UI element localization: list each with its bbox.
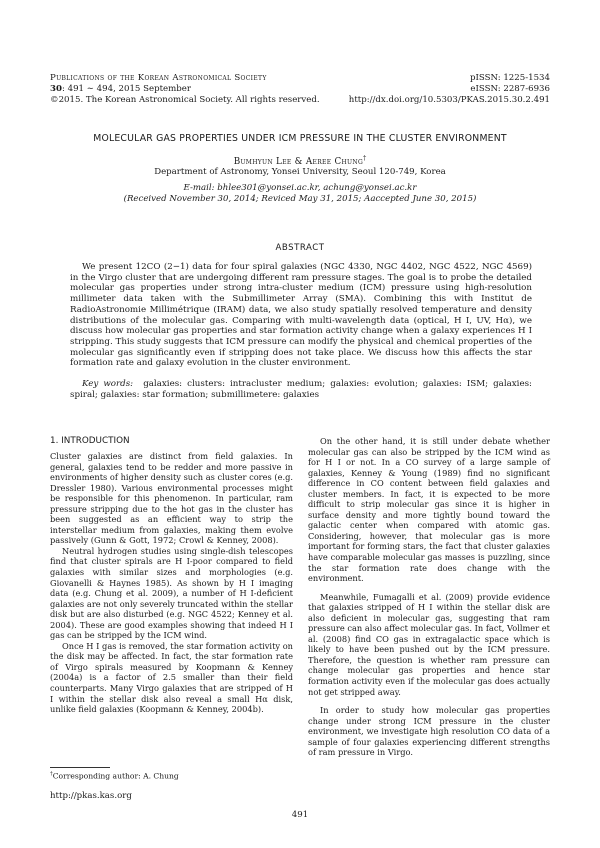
keywords-label: Key words: [82, 379, 134, 389]
email-line[interactable]: E-mail: bhlee301@yonsei.ac.kr, achung@yonsei.ac.kr [183, 183, 417, 193]
paragraph: Cluster galaxies are distinct from field galaxies. In general, galaxies tend to be redder and more passive in environments of higher density such as cluster cores (e.g. Dressler 1980). Various environmental processes might be responsible for this phenomenon. In particular, ram pressure stripping due to the hot gas in the cluster has been suggested as an efficient way to strip the interstellar medium from galaxies, making them evolve passively (Gunn & Gott, 1972; Crowl & Kenney, 2008). [50, 451, 293, 546]
doi-link[interactable]: http://dx.doi.org/10.5303/PKAS.2015.30.2.491 [348, 95, 550, 105]
keywords-text: galaxies: clusters: intracluster medium; galaxies: evolution; galaxies: ISM; galaxies: spiral; galaxies: star formation; submillimetere: galaxies [70, 379, 532, 400]
pissn: pISSN: 1225-1534 [469, 73, 550, 83]
abstract-heading: ABSTRACT [275, 243, 325, 253]
right-column [308, 436, 550, 758]
page-number: 491 [291, 810, 309, 820]
paper-title: MOLECULAR GAS PROPERTIES UNDER ICM PRESSURE IN THE CLUSTER ENVIRONMENT [93, 133, 507, 144]
paragraph: Once H I gas is removed, the star formation activity on the disk may be affected. In fact, the star formation rate of Virgo spirals measured by Koopmann & Kenney (2004a) is a factor of 2.5 smaller than their field counterparts. Many Virgo galaxies that are stripped of H I within the stellar disk also reveal a small Hα disk, unlike field galaxies (Koopmann & Kenney, 2004b). [50, 640, 293, 715]
journal-name: Publications of the Korean Astronomical Society [50, 73, 267, 83]
paragraph: On the other hand, it is still under debate whether molecular gas can also be stripped by the ICM wind as for H I or not. In a CO survey of a large sample of galaxies, Kenney & Young (1989) find no significant difference in CO content between field galaxies and cluster members. In fact, it is expected to be more difficult to strip molecular gas since it is higher in surface density and more tightly bound toward the galactic center when compared with atomic gas. Considering, however, that molecular gas is more important for forming stars, the fact that cluster galaxies have comparable molecular gas masses is puzzling, since the star formation rate does change with the environment. [308, 436, 550, 584]
footnote-text: Corresponding author: A. Chung [52, 771, 179, 781]
affiliation: Department of Astronomy, Yonsei University, Seoul 120-749, Korea [154, 167, 446, 177]
copyright-line: ©2015. The Korean Astronomical Society. All rights reserved. [50, 95, 320, 105]
authors [0, 154, 600, 167]
footnote [50, 771, 179, 781]
section-heading-introduction: 1. INTRODUCTION [50, 436, 130, 446]
volume-pages: : 491 ∼ 494, 2015 September [61, 84, 191, 94]
left-column [50, 451, 293, 715]
paragraph: Neutral hydrogen studies using single-dish telescopes find that cluster spirals are H I-poor compared to field galaxies with similar sizes and morphologies (e.g. Giovanelli & Haynes 1985). As shown by H I imaging data (e.g. Chung et al. 2009), a number of H I-deficient galaxies are not only severely truncated within the stellar disk but are also disturbed (e.g. NGC 4522; Kenney et al. 2004). These are good examples showing that indeed H I gas can be stripped by the ICM wind. [50, 545, 293, 641]
footnote-rule [50, 767, 110, 768]
journal-url[interactable]: http://pkas.kas.org [50, 791, 132, 801]
volume-info [50, 84, 191, 95]
paragraph: Meanwhile, Fumagalli et al. (2009) provide evidence that galaxies stripped of H I within the stellar disk are also deficient in molecular gas, suggesting that ram pressure can also affect molecular gas. In fact, Vollmer et al. (2008) find CO gas in extragalactic space which is likely to have been pushed out by the ICM pressure. Therefore, the question is whether ram pressure can change molecular gas properties and hence star formation activity even if the molecular gas does actually not get stripped away. [308, 591, 550, 697]
volume-number: 30 [50, 84, 62, 94]
keywords [70, 379, 532, 400]
author-names: Bumhyun Lee & Aeree Chung [233, 156, 364, 167]
footnote-mark: † [50, 771, 53, 777]
paragraph: In order to study how molecular gas properties change under strong ICM pressure in the cluster environment, we investigate high resolution CO data of a sample of four galaxies experiencing different strengths of ram pressure in Virgo. [308, 705, 550, 758]
abstract-text: We present 12CO (2−1) data for four spiral galaxies (NGC 4330, NGC 4402, NGC 4522, NGC 4569) in the Virgo cluster that are undergoing different ram pressure stages. The goal is to probe the detailed molecular gas properties under strong intra-cluster medium (ICM) pressure using high-resolution millimeter data taken with the Submillimeter Array (SMA). Combining this with Institut de RadioAstronomie Millimétrique (IRAM) data, we also study spatially resolved temperature and density distributions of the molecular gas. Comparing with multi-wavelength data (optical, H I, UV, Hα), we discuss how molecular gas properties and star formation activity change when a galaxy experiences H I stripping. This study suggests that ICM pressure can modify the physical and chemical properties of the molecular gas significantly even if stripping does not take place. We discuss how this affects the star formation rate and galaxy evolution in the cluster environment. [70, 262, 532, 369]
eissn: eISSN: 2287-6936 [470, 84, 550, 94]
author-mark: † [363, 154, 367, 162]
received-dates: (Received November 30, 2014; Reviced May 31, 2015; Aaccepted June 30, 2015) [123, 194, 477, 204]
